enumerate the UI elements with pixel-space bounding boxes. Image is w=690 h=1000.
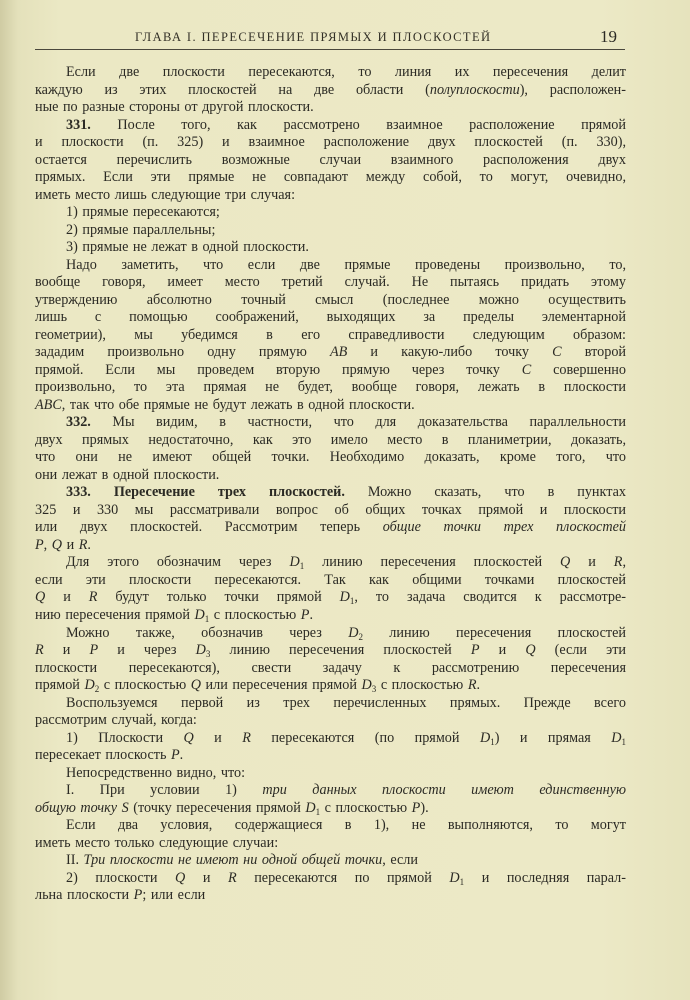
- italic-text: Q: [51, 536, 63, 553]
- italic-text: R: [78, 536, 88, 553]
- text-segment: (если эти: [535, 642, 627, 659]
- text-segment: остается перечислить возможные случаи взаимного расположения двух: [35, 151, 626, 168]
- text-line: [35, 642, 626, 660]
- italic-text: P: [470, 642, 480, 659]
- italic-text: P: [170, 747, 180, 764]
- text-line: [35, 117, 626, 135]
- section-heading-text: 331.: [66, 116, 91, 133]
- text-line: [35, 572, 626, 590]
- italic-text: D: [479, 729, 491, 746]
- text-segment: Непосредственно видно, что:: [66, 764, 246, 781]
- text-segment: рассмотрим случай, когда:: [35, 712, 197, 729]
- text-line: [35, 379, 626, 397]
- italic-text: C: [521, 361, 532, 378]
- text-line: [35, 730, 626, 748]
- italic-text: Q: [190, 677, 201, 694]
- text-line: [35, 607, 626, 625]
- text-segment: пересекаются (по прямой: [250, 729, 480, 746]
- text-segment: льна плоскости: [35, 887, 134, 904]
- text-line: [35, 64, 626, 82]
- text-segment: с плоскостью: [209, 606, 301, 623]
- italic-text: R: [88, 589, 98, 606]
- text-segment: с плоскостью: [376, 677, 468, 694]
- text-segment: 3) прямые не лежат в одной плоскости.: [66, 239, 309, 256]
- text-segment: прямой. Если мы проведем вторую прямую через точку: [35, 361, 522, 378]
- text-segment: (точку пересечения прямой: [128, 799, 306, 816]
- text-line: [35, 782, 626, 800]
- text-segment: II.: [66, 852, 84, 869]
- text-segment: иметь место лишь следующие три случая:: [35, 186, 296, 203]
- text-line: [35, 502, 626, 520]
- page-number: 19: [600, 27, 617, 46]
- subscript: 2: [94, 684, 100, 695]
- text-segment: Мы видим, в частности, что для доказательства параллельности: [90, 414, 626, 431]
- text-segment: будут только точки прямой: [97, 589, 340, 606]
- italic-text: P: [300, 606, 310, 623]
- text-segment: нию пересечения прямой: [35, 606, 195, 623]
- text-segment: и через: [98, 642, 196, 659]
- italic-text: общую точку: [35, 799, 118, 816]
- text-segment: с плоскостью: [320, 799, 412, 816]
- italic-text: Три плоскости не имеют ни одной общей точки: [83, 852, 383, 869]
- text-segment: они лежат в одной плоскости.: [35, 466, 220, 483]
- text-line: [35, 204, 626, 222]
- text-segment: пересекаются по прямой: [236, 869, 450, 886]
- italic-text: S: [121, 799, 129, 816]
- text-line: [35, 274, 626, 292]
- text-segment: После того, как рассмотрено взаимное расположение прямой: [90, 116, 626, 133]
- text-segment: 2) плоскости: [66, 869, 176, 886]
- text-line: [35, 257, 626, 275]
- italic-text: AB: [329, 344, 348, 361]
- text-segment: и последняя парал-: [464, 869, 626, 886]
- section-heading-text: 333. Пересечение трех плоскостей.: [66, 484, 345, 501]
- section-heading-text: 332.: [66, 414, 91, 431]
- text-line: [35, 99, 626, 117]
- text-line: [35, 747, 626, 765]
- subscript: 1: [349, 596, 355, 607]
- text-line: [35, 852, 626, 870]
- italic-text: Q: [175, 869, 186, 886]
- italic-text: ABC: [35, 396, 62, 413]
- text-segment: произвольно, то эта прямая не будет, вообще говоря, лежать в плоскости: [35, 379, 626, 396]
- text-segment: .: [179, 747, 184, 764]
- text-segment: и плоскости (п. 325) и взаимное расположение двух плоскостей (п. 330),: [35, 134, 626, 151]
- text-segment: Надо заметить, что если две прямые проведены произвольно, то,: [66, 256, 626, 273]
- subscript: 1: [315, 806, 321, 817]
- italic-text: Q: [183, 729, 194, 746]
- text-segment: ).: [420, 799, 429, 816]
- italic-text: D: [84, 677, 95, 694]
- text-segment: и: [43, 642, 90, 659]
- text-segment: и: [185, 869, 228, 886]
- text-segment: ) и прямая: [494, 729, 612, 746]
- italic-text: D: [194, 606, 205, 623]
- italic-text: три данных плоскости имеют единственную: [262, 782, 626, 799]
- text-segment: 1) прямые пересекаются;: [66, 204, 220, 221]
- subscript: 2: [358, 631, 363, 642]
- text-line: [35, 222, 626, 240]
- italic-text: Q: [560, 554, 571, 571]
- text-segment: с плоскостью: [99, 677, 191, 694]
- text-line: [35, 625, 626, 643]
- text-line: [35, 449, 626, 467]
- text-segment: 2) прямые параллельны;: [66, 221, 216, 238]
- italic-text: C: [552, 344, 562, 361]
- text-line: [35, 660, 626, 678]
- text-segment: прямых. Если эти прямые не совпадают между собой, то могут, очевидно,: [35, 169, 626, 186]
- text-segment: иметь место только следующие случаи:: [35, 834, 279, 851]
- text-line: [35, 835, 626, 853]
- italic-text: D: [339, 589, 350, 606]
- text-segment: и: [45, 589, 89, 606]
- text-segment: второй: [561, 344, 627, 361]
- italic-text: полуплоскости: [429, 81, 520, 98]
- text-segment: линию пересечения плоскостей: [210, 642, 471, 659]
- text-segment: вообще говоря, имеет место третий случай. Не пытаясь придать этому: [35, 274, 626, 291]
- text-line: [35, 187, 626, 205]
- text-line: [35, 677, 626, 695]
- italic-text: R: [613, 554, 623, 571]
- italic-text: D: [611, 729, 622, 746]
- text-segment: Можно сказать, что в пунктах: [344, 484, 626, 501]
- text-segment: ные по разные стороны от другой плоскости.: [35, 99, 314, 116]
- text-segment: геометрии), мы убедимся в его справедливости следующим образом:: [35, 326, 626, 343]
- text-segment: прямой: [35, 677, 85, 694]
- text-line: [35, 432, 626, 450]
- text-segment: каждую из этих плоскостей на две области (: [35, 81, 430, 98]
- italic-text: D: [449, 869, 460, 886]
- text-segment: Воспользуемся первой из трех перечисленных прямых. Прежде всего: [66, 694, 626, 711]
- text-line: [35, 800, 626, 818]
- text-segment: и какую-либо точку: [347, 344, 553, 361]
- text-segment: линию пересечения плоскостей: [362, 624, 626, 641]
- italic-text: Q: [525, 642, 536, 659]
- header-rule: [35, 49, 625, 50]
- page-body-text: [35, 64, 626, 905]
- text-line: [35, 817, 626, 835]
- italic-text: P: [133, 887, 143, 904]
- chapter-title: ГЛАВА I. ПЕРЕСЕЧЕНИЕ ПРЯМЫХ И ПЛОСКОСТЕЙ: [135, 30, 492, 44]
- italic-text: R: [35, 642, 44, 659]
- subscript: 3: [205, 649, 211, 660]
- text-line: [35, 537, 626, 555]
- text-segment: или пересечения прямой: [200, 677, 362, 694]
- text-line: [35, 484, 626, 502]
- text-segment: линию пересечения плоскостей: [304, 554, 561, 571]
- text-line: [35, 327, 626, 345]
- text-line: [35, 344, 626, 362]
- italic-text: D: [289, 554, 300, 571]
- text-segment: и: [479, 642, 526, 659]
- text-line: [35, 292, 626, 310]
- text-segment: 325 и 330 мы рассматривали вопрос об общих точках прямой и плоскости: [35, 501, 626, 518]
- text-segment: , так что обе прямые не будут лежать в одной плоскости.: [61, 396, 415, 413]
- text-segment: и: [62, 536, 79, 553]
- text-segment: лишь с помощью соображений, выходящих за пределы элементарной: [35, 309, 626, 326]
- italic-text: R: [467, 677, 477, 694]
- italic-text: D: [348, 624, 359, 641]
- text-segment: ,: [622, 554, 626, 571]
- text-segment: .: [476, 677, 481, 694]
- italic-text: R: [227, 869, 237, 886]
- subscript: 1: [299, 561, 305, 572]
- text-segment: ), расположен-: [519, 81, 626, 98]
- text-line: [35, 169, 626, 187]
- italic-text: D: [361, 677, 372, 694]
- text-line: [35, 712, 626, 730]
- text-line: [35, 519, 626, 537]
- text-line: [35, 887, 626, 905]
- text-line: [35, 309, 626, 327]
- text-segment: и: [193, 729, 243, 746]
- text-segment: что они не имеют общей точки. Необходимо доказать, кроме того, что: [35, 449, 626, 466]
- italic-text: D: [305, 799, 316, 816]
- text-line: [35, 467, 626, 485]
- text-segment: плоскости пересекаются), свести задачу к рассмотрению пересечения: [35, 659, 626, 676]
- text-segment: , если: [382, 852, 418, 869]
- text-segment: совершенно: [531, 361, 626, 378]
- text-segment: .: [87, 536, 91, 553]
- text-line: [35, 134, 626, 152]
- text-line: [35, 397, 626, 415]
- subscript: 1: [621, 736, 626, 747]
- text-segment: двух прямых недостаточно, как это имело место в планиметрии, доказать,: [35, 431, 626, 448]
- italic-text: P: [35, 536, 44, 553]
- text-line: [35, 152, 626, 170]
- subscript: 3: [371, 684, 377, 695]
- text-segment: пересекает плоскость: [35, 747, 171, 764]
- text-segment: I. При условии 1): [66, 782, 263, 799]
- text-segment: , то задача сводится к рассмотре-: [354, 589, 626, 606]
- italic-text: P: [89, 642, 99, 659]
- subscript: 1: [490, 736, 495, 747]
- text-segment: Если два условия, содержащиеся в 1), не выполняются, то могут: [66, 817, 626, 834]
- text-segment: 1) Плоскости: [66, 729, 184, 746]
- italic-text: общие точки трех плоскостей: [382, 519, 626, 536]
- text-segment: если эти плоскости пересекаются. Так как общими точками плоскостей: [35, 571, 626, 588]
- text-line: [35, 589, 626, 607]
- text-segment: утверждению абсолютно точный смысл (последнее можно осуществить: [35, 291, 626, 308]
- text-line: [35, 765, 626, 783]
- italic-text: R: [242, 729, 251, 746]
- text-segment: Если две плоскости пересекаются, то линия их пересечения делит: [66, 64, 626, 80]
- text-line: [35, 239, 626, 257]
- italic-text: Q: [35, 589, 46, 606]
- text-segment: зададим произвольно одну прямую: [35, 344, 330, 361]
- text-segment: и: [570, 554, 614, 571]
- text-line: [35, 870, 626, 888]
- text-segment: .: [309, 606, 314, 623]
- subscript: 1: [204, 613, 210, 624]
- text-segment: или двух плоскостей. Рассмотрим теперь: [35, 519, 383, 536]
- text-line: [35, 695, 626, 713]
- text-segment: ,: [43, 536, 52, 553]
- italic-text: P: [411, 799, 421, 816]
- text-segment: Для этого обозначим через: [66, 554, 290, 571]
- text-line: [35, 414, 626, 432]
- text-segment: Можно также, обозначив через: [66, 624, 349, 641]
- text-line: [35, 362, 626, 380]
- subscript: 1: [459, 876, 465, 887]
- italic-text: D: [195, 642, 206, 659]
- running-header: [35, 28, 625, 50]
- text-line: [35, 554, 626, 572]
- text-line: [35, 82, 626, 100]
- text-segment: ; или если: [142, 887, 206, 904]
